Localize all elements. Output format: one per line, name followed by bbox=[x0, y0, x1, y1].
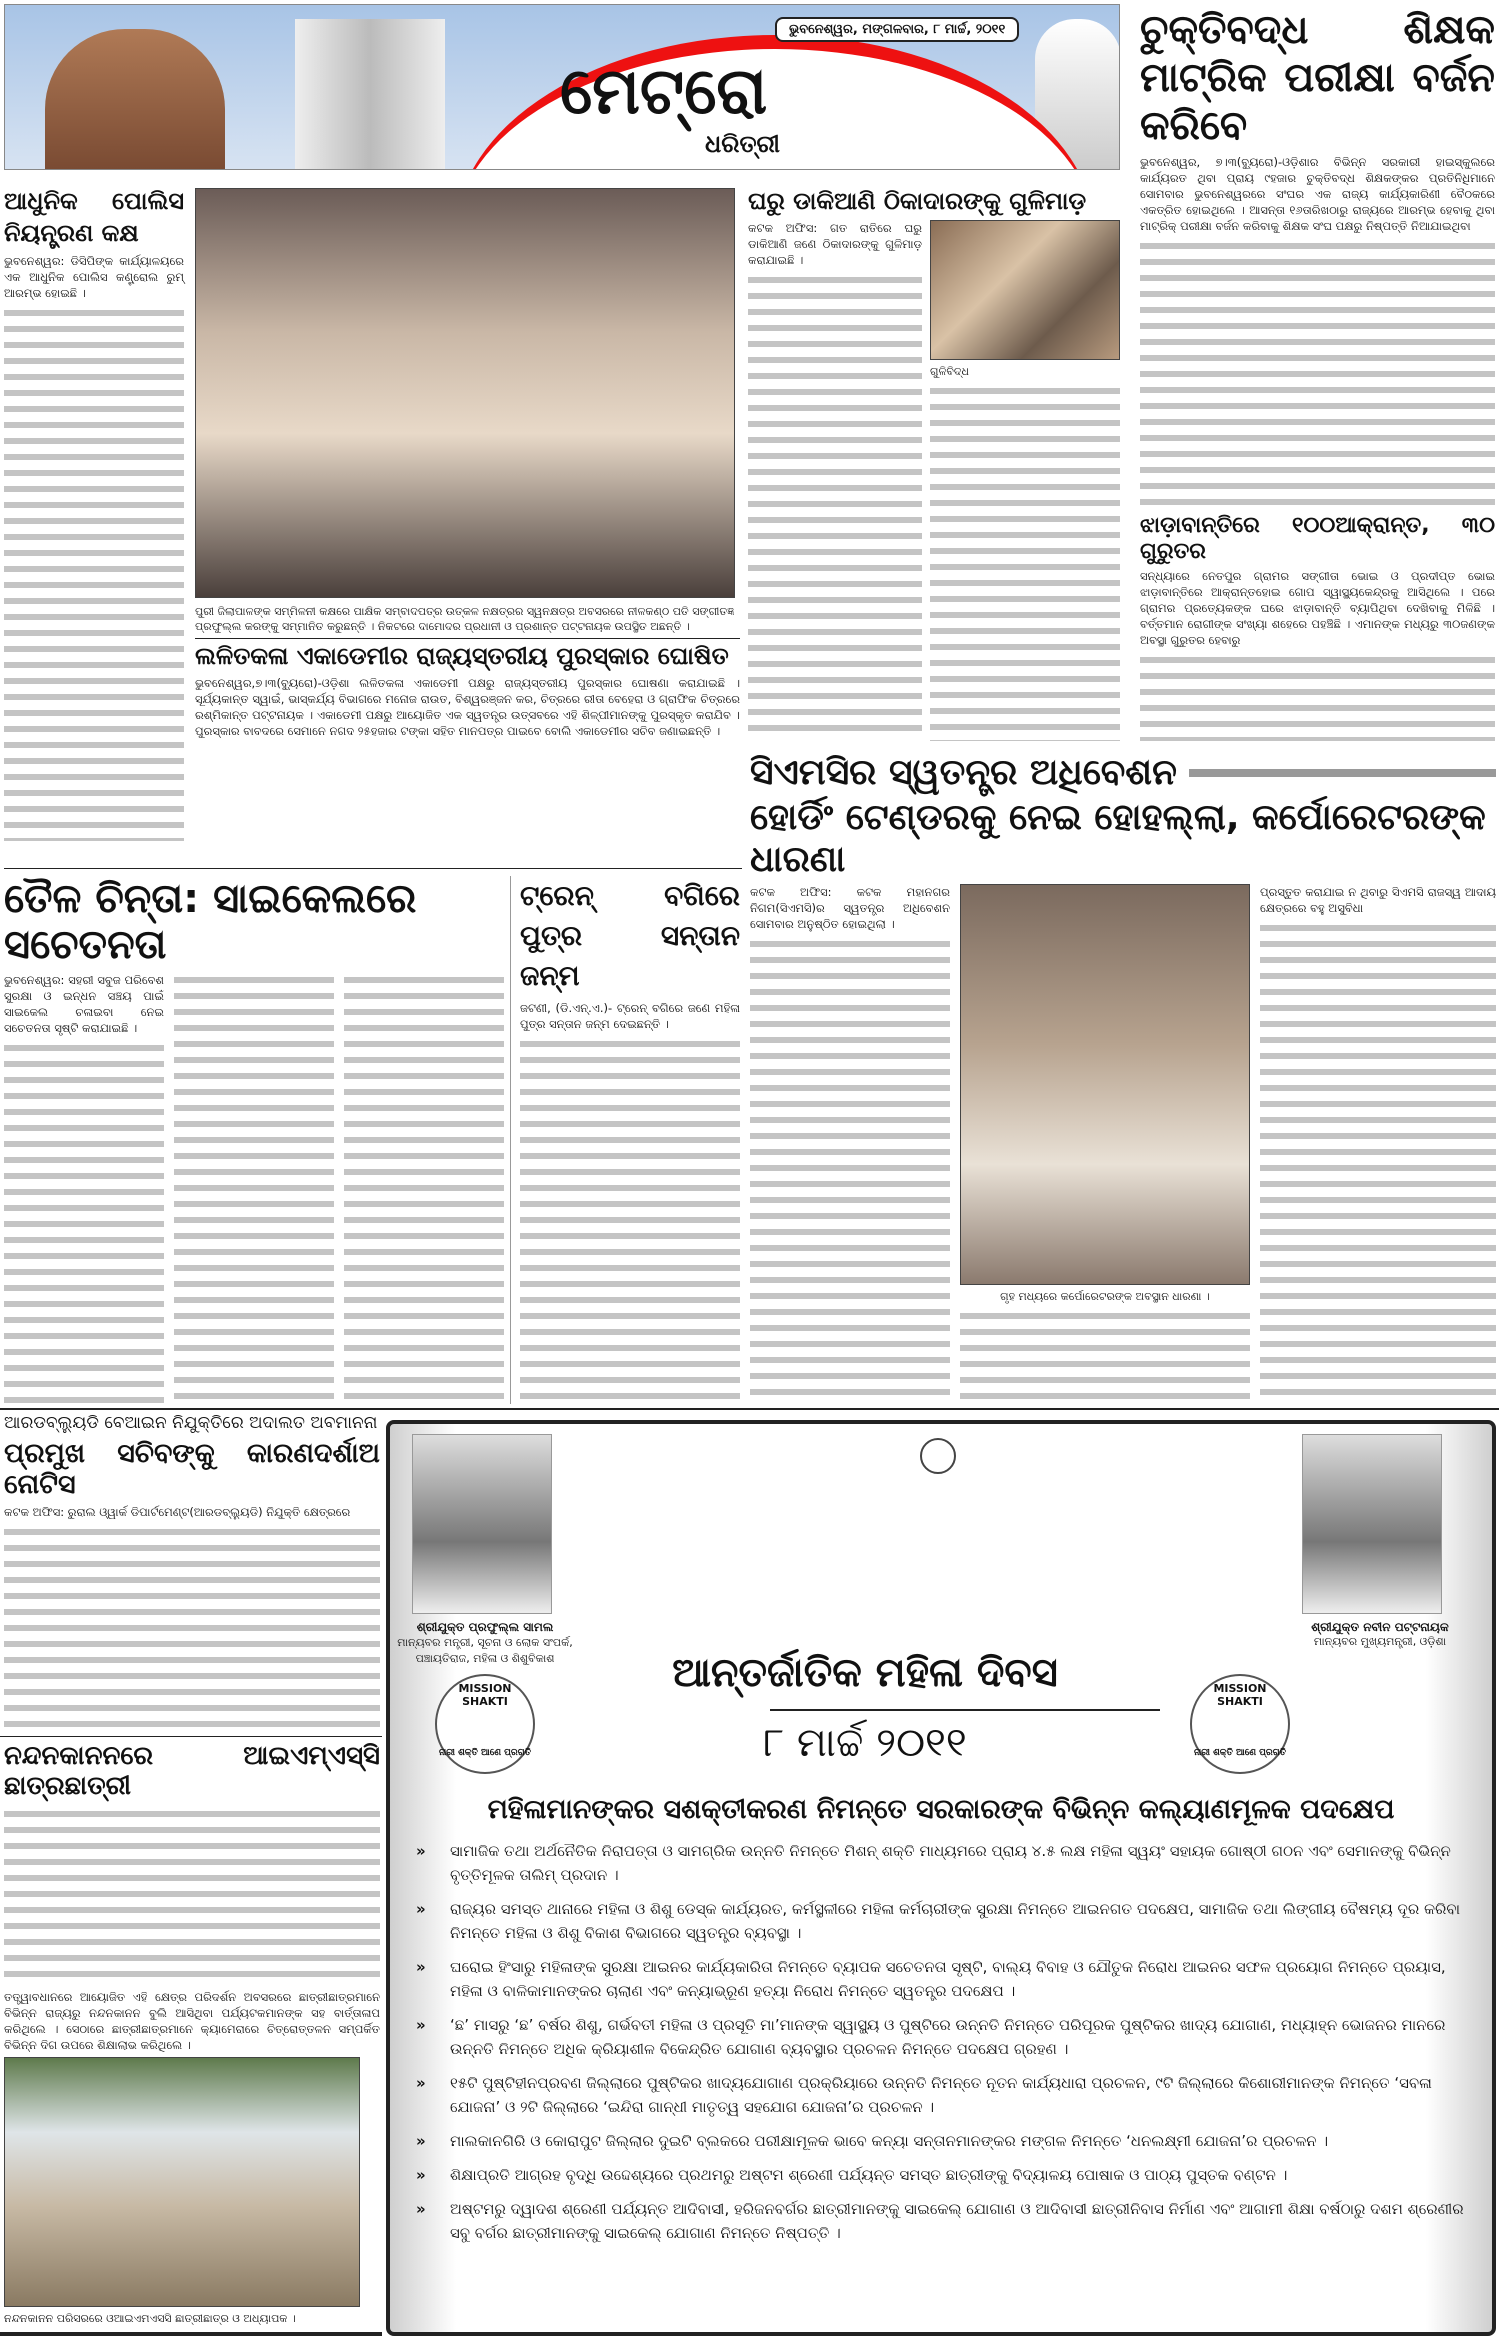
headline-police: ଆଧୁନିକ ପୋଲିସ ନିୟନ୍ତ୍ରଣ କକ୍ଷ bbox=[4, 187, 184, 247]
article-body: ତତ୍ତ୍ୱାବଧାନରେ ଆୟୋଜିତ ଏହି କ୍ଷେତ୍ର ପରିଦର୍ଶନ ଅବସରରେ ଛାତ୍ରୀଛାତ୍ରମାନେ ବିଭିନ୍ନ ରାଜ୍ୟରୁ ନନ୍ଦନକାନନ ବୁଲି ଆସିଥିବା ପର୍ଯ୍ୟଟକମାନଙ୍କ ସହ ବାର୍ତ୍ତାଳାପ କରିଥିଲେ । ସେଠାରେ ଛାତ୍ରୀଛାତ୍ରମାନେ କ୍ୟାମେରାରେ ଚିତ୍ରୋତ୍ତଳନ ସମ୍ପର୍କିତ ବିଭିନ୍ନ ଦିଗ ଉପରେ ଶିକ୍ଷାଲାଭ କରିଥିଲେ । bbox=[4, 1990, 380, 2052]
divider bbox=[4, 868, 742, 869]
logo: ମେଟ୍ରୋ bbox=[560, 55, 768, 129]
dateline: ଭୁବନେଶ୍ୱର, ମଙ୍ଗଳବାର, ୮ ମାର୍ଚ୍ଚ, ୨୦୧୧ bbox=[775, 17, 1019, 42]
logo-tagline: ନାରୀ ଶକ୍ତି ଆଣେ ପ୍ରଗତି bbox=[1193, 1748, 1287, 1758]
mission-shakti-logo-left bbox=[435, 1674, 535, 1774]
divider bbox=[195, 638, 740, 639]
train-box-border bbox=[510, 876, 511, 1404]
chief-minister-portrait bbox=[1302, 1434, 1442, 1614]
headline-oil: ତୈଳ ଚିନ୍ତା: ସାଇକେଲରେ ସଚେତନତା bbox=[4, 876, 417, 968]
building-image bbox=[295, 19, 445, 169]
victim-photo-block bbox=[930, 220, 1120, 741]
divider bbox=[0, 1408, 1499, 1410]
headline-cholera: ଝାଡ଼ାବାନ୍ତିରେ ୧୦୦ଆକ୍ରାନ୍ତ, ୩୦ ଗୁରୁତର bbox=[1140, 513, 1495, 564]
cmc-photo bbox=[960, 884, 1250, 1285]
ad-point: » ‘ଛ’ ମାସରୁ ‘ଛ’ ବର୍ଷର ଶିଶୁ, ଗର୍ଭବତୀ ମହିଳା ଓ ପ୍ରସୂତି ମା’ମାନଙ୍କ ସ୍ୱାସ୍ଥ୍ୟ ଓ ପୁଷ୍ଟିରେ ଉନ୍ନତି ନିମନ୍ତେ ପରିପୂରକ ପୁଷ୍ଟିକର ଖାଦ୍ୟ ଯୋଗାଣ, ମଧ୍ୟାହ୍ନ ଭୋଜନର ମାନରେ ଉନ୍ନତି ନିମନ୍ତେ ଅଧିକ କ୍ରିୟାଶୀଳ ବିକେନ୍ଦ୍ରିତ ଯୋଗାଣ ବ୍ୟବସ୍ଥାର ପ୍ରଚଳନ ନିମନ୍ତେ ପଦକ୍ଷେପ ଗ୍ରହଣ । bbox=[410, 2013, 1472, 2061]
article-cmc bbox=[750, 752, 1496, 1404]
article-train bbox=[520, 876, 740, 1404]
text-filler bbox=[750, 936, 950, 1404]
headline-nandankanan: ନନ୍ଦନକାନନରେ ଆଇଏମ୍ଏସ୍ସି ଛାତ୍ରଛାତ୍ରୀ bbox=[4, 1741, 380, 1801]
headline-lalitkala: ଲଳିତକଳା ଏକାଡେମୀର ରାଜ୍ୟସ୍ତରୀୟ ପୁରସ୍କାର ଘୋଷିତ bbox=[195, 642, 729, 670]
text-filler bbox=[344, 972, 504, 1404]
text-filler bbox=[4, 1040, 164, 1404]
text-filler bbox=[1140, 238, 1495, 505]
article-body: ଭୁବନେଶ୍ୱର: ଡିସିପିଙ୍କ କାର୍ଯ୍ୟାଳୟରେ ଏକ ଆଧୁନିକ ପୋଲିସ କଣ୍ଟ୍ରୋଲ ରୁମ୍ ଆରମ୍ଭ ହୋଇଛି । bbox=[4, 254, 184, 300]
minister-portrait bbox=[412, 1434, 552, 1614]
article-cmc-left bbox=[750, 884, 950, 1404]
logo-text: MISSION SHAKTI bbox=[458, 1682, 512, 1708]
oil-column bbox=[4, 972, 164, 1404]
text-filler bbox=[4, 1806, 380, 1985]
article-body: ପ୍ରସ୍ତୁତ କରାଯାଇ ନ ଥିବାରୁ ସିଏମସି ରାଜସ୍ୱ ଆଦାୟ କ୍ଷେତ୍ରରେ ବହୁ ଅସୁବିଧା bbox=[1260, 885, 1496, 916]
kicker-rwd: ଆରଡବ୍ଲ୍ୟୁଡି ବେଆଇନ ନିଯୁକ୍ତିରେ ଅଦାଲତ ଅବମାନନା bbox=[4, 1413, 378, 1433]
cmc-photo-block bbox=[960, 884, 1250, 1404]
ad-point: » ଘରୋଇ ହିଂସାରୁ ମହିଳାଙ୍କ ସୁରକ୍ଷା ଆଇନର କାର୍ଯ୍ୟକାରିତା ନିମନ୍ତେ ବ୍ୟାପକ ସଚେତନତା ସୃଷ୍ଟି, ବାଲ୍ୟ ବିବାହ ଓ ଯୌତୁକ ନିରୋଧ ଆଇନର ସଫଳ ପ୍ରୟୋଗ ନିମନ୍ତେ ପ୍ରୟାସ, ମହିଳା ଓ ବାଳିକାମାନଙ୍କର ଚାଲାଣ ଏବଂ କନ୍ୟାଭ୍ରୂଣ ହତ୍ୟା ନିରୋଧ ନିମନ୍ତେ ସ୍ୱତନ୍ତ୍ର ପଦକ୍ଷେପ । bbox=[410, 1955, 1472, 2003]
article-rwd bbox=[4, 1414, 380, 1732]
lalitkala-block bbox=[195, 604, 740, 864]
article-nandankanan bbox=[4, 1742, 380, 2326]
article-body: ଭୁବନେଶ୍ୱର: ସହରୀ ସବୁଜ ପରିବେଶ ସୁରକ୍ଷା ଓ ଇନ୍ଧନ ସଞ୍ଚୟ ପାଇଁ ସାଇକେଲ ଚଳାଇବା ନେଇ ସଚେତନତା ସୃଷ୍ଟି କରାଯାଇଛି । bbox=[4, 973, 164, 1035]
text-filler bbox=[748, 272, 922, 741]
left-person bbox=[390, 1620, 580, 1667]
ad-title: ଆନ୍ତର୍ଜାତିକ ମହିଳା ଦିବସ bbox=[672, 1650, 1058, 1696]
article-police bbox=[4, 185, 184, 841]
award-photo-caption: ପୁରୀ ଜିଲାପାଳଙ୍କ ସମ୍ମିଳନୀ କକ୍ଷରେ ପାକ୍ଷିକ ସମ୍ବାଦପତ୍ର ଉତ୍କଳ ନକ୍ଷତ୍ରର ସ୍ୱନକ୍ଷତ୍ର ଅବସରରେ ନୀଳକଣ୍ଠ ପତି ସଙ୍ଗୀତଜ୍ଞ ପ୍ରଫୁଲ୍ଲ କରଙ୍କୁ ସମ୍ମାନିତ କରୁଛନ୍ତି । ନିକଟରେ ଦାମୋଦର ପ୍ରଧାନୀ ଓ ପ୍ରଶାନ୍ତ ପଟ୍ଟନାୟକ ଉପସ୍ଥିତ ଅଛନ୍ତି । bbox=[195, 605, 735, 633]
ad-date: ୮ ମାର୍ଚ୍ଚ ୨୦୧୧ bbox=[763, 1720, 967, 1766]
headline-cmc: ହୋର୍ଡିଂ ଟେଣ୍ଡରକୁ ନେଇ ହୋହଲ୍ଲା, କର୍ପୋରେଟରଙ୍କ ଧାରଣା bbox=[750, 797, 1486, 880]
article-oil bbox=[4, 876, 504, 1404]
contractor-body-row bbox=[748, 220, 1120, 741]
nandankanan-photo-caption: ନନ୍ଦନକାନନ ପରିସରରେ ଓଆଇଏମଏସସି ଛାତ୍ରୀଛାତ୍ର ଓ ଅଧ୍ୟାପକ । bbox=[4, 2312, 296, 2325]
article-contractor bbox=[748, 188, 1120, 741]
text-filler bbox=[4, 305, 184, 841]
victim-photo-caption: ଗୁଳିବିଦ୍ଧ bbox=[930, 364, 969, 378]
award-photo bbox=[195, 188, 735, 598]
divider bbox=[0, 1736, 382, 1737]
odisha-emblem-icon bbox=[920, 1438, 956, 1474]
kicker-text: ସିଏମସିର ସ୍ୱତନ୍ତ୍ର ଅଧିବେଶନ bbox=[750, 752, 1177, 793]
ad-content bbox=[410, 1794, 1472, 2255]
cmc-body-row bbox=[750, 884, 1496, 1404]
ad-points-list bbox=[410, 1839, 1472, 2255]
headline-rwd: ପ୍ରମୁଖ ସଚିବଙ୍କୁ କାରଣଦର୍ଶାଅ ନୋଟିସ bbox=[4, 1437, 380, 1500]
kicker-cmc bbox=[750, 752, 1496, 793]
ad-subtitle: ମହିଳାମାନଙ୍କର ସଶକ୍ତୀକରଣ ନିମନ୍ତେ ସରକାରଙ୍କ ବିଭିନ୍ନ କଲ୍ୟାଣମୂଳକ ପଦକ୍ଷେପ bbox=[487, 1794, 1395, 1825]
text-filler bbox=[174, 972, 334, 1404]
contractor-text bbox=[748, 220, 922, 741]
right-person bbox=[1270, 1620, 1490, 1649]
text-filler bbox=[4, 1524, 380, 1732]
article-body: ଜଟଣୀ, (ଡି.ଏନ୍.ଏ.)- ଟ୍ରେନ୍ ବଗିରେ ଜଣେ ମହିଳା ପୁତ୍ର ସନ୍ତାନ ଜନ୍ମ ଦେଇଛନ୍ତି । bbox=[520, 1001, 740, 1031]
masthead bbox=[4, 4, 1120, 170]
text-filler bbox=[520, 1036, 740, 1404]
divider bbox=[0, 2332, 382, 2336]
text-filler bbox=[960, 1308, 1250, 1404]
victim-photo bbox=[930, 220, 1120, 360]
logo-text: MISSION SHAKTI bbox=[1213, 1682, 1267, 1708]
ad-title-rule bbox=[770, 1709, 1160, 1711]
article-teachers-body: ଭୁବନେଶ୍ୱର, ୭।୩(ବ୍ୟୁରୋ)-ଓଡ଼ିଶାର ବିଭିନ୍ନ ସରକାରୀ ହାଇସ୍କୁଲରେ କାର୍ଯ୍ୟରତ ଥିବା ପ୍ରାୟ ୯ହଜାର ଚୁକ୍ତିବଦ୍ଧ ଶିକ୍ଷକଙ୍କର ପ୍ରତିନିଧିମାନେ ସୋମବାର ଭୁବନେଶ୍ୱରରେ ସଂଘର ଏକ ରାଜ୍ୟ କାର୍ଯ୍ୟକାରିଣୀ ବୈଠକରେ ଏକତ୍ରିତ ହୋଇଥିଲେ । ଆସନ୍ତା ୧୬ତାରିଖଠାରୁ ରାଜ୍ୟରେ ଆରମ୍ଭ ହେବାକୁ ଥିବା ମାଟ୍ରିକ୍ ପରୀକ୍ଷା ବର୍ଜନ କରିବାକୁ ଶିକ୍ଷକ ସଂଘ ପକ୍ଷରୁ ନିଷ୍ପତ୍ତି ନିଆଯାଇଥିବା bbox=[1140, 155, 1495, 233]
cmc-photo-caption: ଗୃହ ମଧ୍ୟରେ କର୍ପୋରେଟରଙ୍କ ଅବସ୍ଥାନ ଧାରଣା । bbox=[1000, 1290, 1210, 1303]
ad-point: » ରାଜ୍ୟର ସମସ୍ତ ଥାନାରେ ମହିଳା ଓ ଶିଶୁ ଡେସ୍କ କାର୍ଯ୍ୟରତ, କର୍ମସ୍ଥଳୀରେ ମହିଳା କର୍ମଚାରୀଙ୍କ ସୁରକ୍ଷା ନିମନ୍ତେ ଆଇନଗତ ପଦକ୍ଷେପ, ସାମାଜିକ ତଥା ଲିଙ୍ଗୀୟ ବୈଷମ୍ୟ ଦୂର କରିବା ନିମନ୍ତେ ମହିଳା ଓ ଶିଶୁ ବିକାଶ ବିଭାଗରେ ସ୍ୱତନ୍ତ୍ର ବ୍ୟବସ୍ଥା । bbox=[410, 1897, 1472, 1945]
ad-point: » ମାଲକାନଗିରି ଓ କୋରାପୁଟ ଜିଲ୍ଲାର ଦୁଇଟି ବ୍ଲକରେ ପରୀକ୍ଷାମୂଳକ ଭାବେ କନ୍ୟା ସନ୍ତାନମାନଙ୍କର ମଙ୍ଗଳ ନିମନ୍ତେ ‘ଧନଲକ୍ଷ୍ମୀ ଯୋଜନା’ର ପ୍ରଚଳନ । bbox=[410, 2129, 1472, 2153]
right-person-title: ମାନ୍ୟବର ମୁଖ୍ୟମନ୍ତ୍ରୀ, ଓଡ଼ିଶା bbox=[1313, 1635, 1447, 1648]
nandankanan-photo bbox=[4, 2057, 360, 2307]
logo-subtitle: ଧରିତ୍ରୀ bbox=[705, 130, 780, 158]
ad-point: » ୧୫ଟି ପୁଷ୍ଟିହୀନପ୍ରବଣ ଜିଲ୍ଲାରେ ପୁଷ୍ଟିକର ଖାଦ୍ୟଯୋଗାଣ ପ୍ରକ୍ରିୟାରେ ଉନ୍ନତି ନିମନ୍ତେ ନୂତନ କାର୍ଯ୍ୟଧାରା ପ୍ରଚଳନ, ୯ଟି ଜିଲ୍ଲାରେ କିଶୋରୀମାନଙ୍କ ନିମନ୍ତେ ‘ସବଳା ଯୋଜନା’ ଓ ୨ଟି ଜିଲ୍ଲାରେ ‘ଇନ୍ଦିରା ଗାନ୍ଧୀ ମାତୃତ୍ୱ ସହଯୋଗ ଯୋଜନା’ର ପ୍ରଚଳନ । bbox=[410, 2071, 1472, 2119]
headline-train: ଟ୍ରେନ୍ ବଗିରେ ପୁତ୍ର ସନ୍ତାନ ଜନ୍ମ bbox=[520, 879, 740, 992]
left-person-name: ଶ୍ରୀଯୁକ୍ତ ପ୍ରଫୁଲ୍ଲ ସାମଲ bbox=[416, 1620, 554, 1634]
oil-columns bbox=[4, 972, 504, 1404]
left-person-title: ମାନ୍ୟବର ମନ୍ତ୍ରୀ, ସୂଚନା ଓ ଲୋକ ସଂପର୍କ, ପଞ୍ଚାୟତିରାଜ, ମହିଳା ଓ ଶିଶୁବିକାଶ bbox=[397, 1636, 573, 1665]
right-column bbox=[1140, 6, 1495, 741]
article-cholera-body: ସନ୍ଧ୍ୟାରେ ନେତପୁର ଗ୍ରାମର ସଙ୍ଗୀତା ଭୋଇ ଓ ପ୍ରଦୀପ୍ତ ଭୋଇ ଝାଡ଼ାବାନ୍ତିରେ ଆକ୍ରାନ୍ତହୋଇ ଗୋପ ସ୍ୱାସ୍ଥ୍ୟକେନ୍ଦ୍ରକୁ ଆସିଥିଲେ । ପରେ ଗ୍ରାମର ପ୍ରତ୍ୟେକଙ୍କ ଘରେ ଝାଡ଼ାବାନ୍ତି ବ୍ୟାପିଥିବା ଦେଖିବାକୁ ମିଳିଛି । ବର୍ତ୍ତମାନ ରୋଗୀଙ୍କ ସଂଖ୍ୟା ଶହେରେ ପହଞ୍ଚିଛି । ଏମାନଙ୍କ ମଧ୍ୟରୁ ୩୦ଜଣଙ୍କ ଅବସ୍ଥା ଗୁରୁତର ହେବାରୁ bbox=[1140, 568, 1495, 647]
article-lalitkala: ଭୁବନେଶ୍ୱର,୭।୩(ବ୍ୟୁରୋ)-ଓଡ଼ିଶା ଲଳିତକଳା ଏକାଡେମୀ ପକ୍ଷରୁ ରାଜ୍ୟସ୍ତରୀୟ ପୁରସ୍କାର ଘୋଷଣା କରାଯାଇଛି । ସୂର୍ଯ୍ୟକାନ୍ତ ସ୍ୱାଇଁ, ଭାସ୍କର୍ଯ୍ୟ ବିଭାଗରେ ମନୋଜ ରାଉତ, ବିଶ୍ୱରଞ୍ଜନ କର, ଚିତ୍ରରେ ରୀତା ବେହେରା ଓ ଗ୍ରାଫିକ ଚିତ୍ରରେ ରଶ୍ମିକାନ୍ତ ପଟ୍ଟନାୟକ । ଏକାଡେମୀ ପକ୍ଷରୁ ଆୟୋଜିତ ଏକ ସ୍ୱତନ୍ତ୍ର ଉତ୍ସବରେ ଏହି ଶିଳ୍ପୀମାନଙ୍କୁ ପୁରସ୍କୃତ କରାଯିବ । ପୁରସ୍କାର ବାବଦରେ ସେମାନେ ନଗଦ ୨୫ହଜାର ଟଙ୍କା ସହିତ ମାନପତ୍ର ପାଇବେ ବୋଲି ଏକାଡେମୀର ସଚିବ ଜଣାଇଛନ୍ତି । bbox=[195, 675, 740, 738]
right-person-name: ଶ୍ରୀଯୁକ୍ତ ନବୀନ ପଟ୍ଟନାୟକ bbox=[1311, 1620, 1449, 1634]
mission-shakti-logo-right bbox=[1190, 1674, 1290, 1774]
ad-point: » ସାମାଜିକ ତଥା ଅର୍ଥନୈତିକ ନିରାପତ୍ତା ଓ ସାମଗ୍ରିକ ଉନ୍ନତି ନିମନ୍ତେ ମିଶନ୍ ଶକ୍ତି ମାଧ୍ୟମରେ ପ୍ରାୟ ୪.୫ ଲକ୍ଷ ମହିଳା ସ୍ୱୟଂ ସହାୟକ ଗୋଷ୍ଠୀ ଗଠନ ଏବଂ ସେମାନଙ୍କୁ ବିଭିନ୍ନ ବୃତ୍ତିମୂଳକ ତାଲିମ୍ ପ୍ରଦାନ । bbox=[410, 1839, 1472, 1887]
headline-teachers: ଚୁକ୍ତିବଦ୍ଧ ଶିକ୍ଷକ ମାଟ୍ରିକ ପରୀକ୍ଷା ବର୍ଜନ କରିବେ bbox=[1140, 7, 1495, 149]
ad-point: » ଶିକ୍ଷାପ୍ରତି ଆଗ୍ରହ ବୃଦ୍ଧି ଉଦ୍ଦେଶ୍ୟରେ ପ୍ରଥମରୁ ଅଷ୍ଟମ ଶ୍ରେଣୀ ପର୍ଯ୍ୟନ୍ତ ସମସ୍ତ ଛାତ୍ରୀଙ୍କୁ ବିଦ୍ୟାଳୟ ପୋଷାକ ଓ ପାଠ୍ୟ ପୁସ୍ତକ ବଣ୍ଟନ । bbox=[410, 2163, 1472, 2187]
text-filler bbox=[1260, 920, 1496, 1404]
article-cmc-right bbox=[1260, 884, 1496, 1404]
logo-tagline: ନାରୀ ଶକ୍ତି ଆଣେ ପ୍ରଗତି bbox=[438, 1748, 532, 1758]
text-filler bbox=[930, 383, 1120, 741]
article-body: କଟକ ଅଫିସ: ରୁରାଲ ଓ୍ୱାର୍କ ଡିପାର୍ଟମେଣ୍ଟ(ଆରଡବ୍ଲ୍ୟୁଡି) ନିଯୁକ୍ତି କ୍ଷେତ୍ରରେ bbox=[4, 1504, 351, 1519]
ad-point: » ଅଷ୍ଟମରୁ ଦ୍ୱାଦଶ ଶ୍ରେଣୀ ପର୍ଯ୍ୟନ୍ତ ଆଦିବାସୀ, ହରିଜନବର୍ଗର ଛାତ୍ରୀମାନଙ୍କୁ ସାଇକେଲ୍ ଯୋଗାଣ ଓ ଆଦିବାସୀ ଛାତ୍ରୀନିବାସ ନିର୍ମାଣ ଏବଂ ଆଗାମୀ ଶିକ୍ଷା ବର୍ଷଠାରୁ ଦଶମ ଶ୍ରେଣୀର ସବୁ ବର୍ଗର ଛାତ୍ରୀମାନଙ୍କୁ ସାଇକେଲ୍ ଯୋଗାଣ ନିମନ୍ତେ ନିଷ୍ପତ୍ତି । bbox=[410, 2197, 1472, 2245]
temple-image bbox=[45, 29, 225, 169]
article-body: କଟକ ଅଫିସ: ଗତ ରାତିରେ ଘରୁ ଡାକିଆଣି ଜଣେ ଠିକାଦାରଙ୍କୁ ଗୁଳିମାଡ଼ କରାଯାଇଛି । bbox=[748, 220, 922, 267]
article-body: କଟକ ଅଫିସ: କଟକ ମହାନଗର ନିଗମ(ସିଏମସି)ର ସ୍ୱତନ୍ତ୍ର ଅଧିବେଶନ ସୋମବାର ଅନୁଷ୍ଠିତ ହୋଇଥିଲା । bbox=[750, 885, 950, 932]
kicker-bar bbox=[1189, 769, 1496, 777]
text-filler bbox=[1140, 652, 1495, 741]
womens-day-advertisement bbox=[386, 1420, 1496, 2336]
headline-contractor: ଘରୁ ଡାକିଆଣି ଠିକାଦାରଙ୍କୁ ଗୁଳିମାଡ଼ bbox=[748, 187, 1087, 215]
